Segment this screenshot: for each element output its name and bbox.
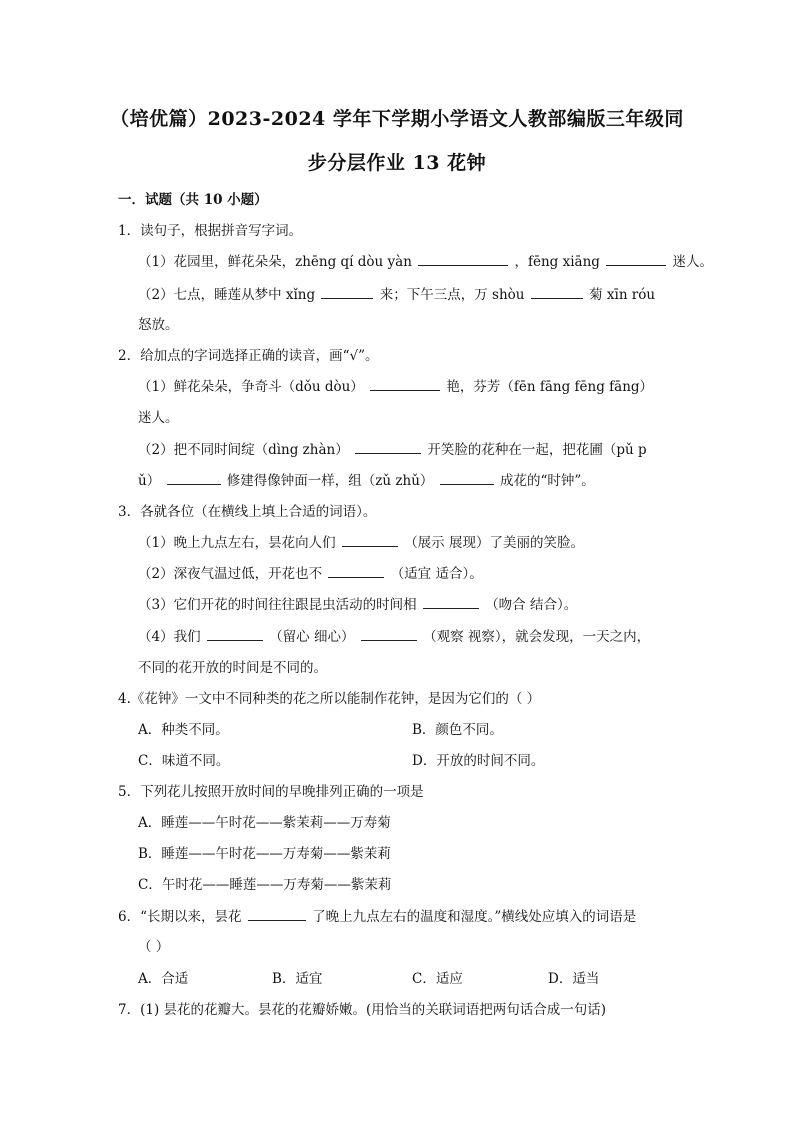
- question-1-text: （1）花园里，鲜花朵朵，zhēng qí dòu yàn: [138, 254, 412, 270]
- answer-blank[interactable]: [207, 626, 263, 641]
- question-3-item-3: [138, 593, 577, 613]
- question-3-item-2: [138, 562, 483, 582]
- question-3-text: （适宜 适合）。: [390, 566, 483, 582]
- question-2-stem: 2．给加点的字词选择正确的读音，画“√”。: [118, 348, 379, 364]
- question-3-item-4: [138, 625, 650, 645]
- question-1-sentence-1: [138, 250, 713, 270]
- question-1-text: 菊 xīn róu: [589, 287, 656, 303]
- question-2-sentence-1-cont: 迷人。: [138, 410, 179, 426]
- question-1-stem: 1．读句子，根据拼音写字词。: [118, 223, 303, 239]
- question-6-option-c[interactable]: C．适应: [412, 971, 463, 987]
- question-2-text: 艳，芬芳（fēn fāng fēng fāng）: [446, 379, 654, 395]
- question-1-text: 迷人。: [672, 254, 714, 270]
- question-3-text: （展示 展现）了美丽的笑脸。: [404, 535, 584, 551]
- answer-blank[interactable]: [248, 906, 306, 921]
- question-4-stem: 4.《花钟》一文中不同种类的花之所以能制作花钟，是因为它们的（ ）: [118, 691, 541, 707]
- question-2-sentence-1: [138, 375, 653, 395]
- question-3-text: （观察 视察），就会发现，一天之内，: [423, 629, 651, 645]
- question-3-text: （留心 细心）: [269, 629, 355, 645]
- question-6-stem: [118, 905, 636, 925]
- question-2-text: （1）鲜花朵朵，争奇斗（dǒu dòu）: [138, 379, 364, 395]
- question-7-stem: 7．(1) 昙花的花瓣大。昙花的花瓣娇嫩。(用恰当的关联词语把两句话合成一句话): [118, 1002, 607, 1018]
- question-3-item-1: [138, 531, 584, 551]
- question-5-option-a[interactable]: A．睡莲——午时花——紫茉莉——万寿菊: [138, 815, 391, 831]
- question-6-option-a[interactable]: A．合适: [138, 971, 189, 987]
- question-3-text: （吻合 结合）。: [485, 597, 578, 613]
- question-6-answer-paren: （ ）: [138, 939, 170, 955]
- question-3-text: （2）深夜气温过低，开花也不: [138, 566, 323, 582]
- question-4-option-b[interactable]: B．颜色不同。: [412, 722, 503, 738]
- question-1-text: （2）七点，睡莲从梦中 xǐng: [138, 287, 316, 303]
- question-4-option-c[interactable]: C．味道不同。: [138, 753, 230, 769]
- answer-blank[interactable]: [321, 284, 373, 299]
- question-6-text: 了晚上九点左右的温度和湿度。”横线处应填入的词语是: [312, 909, 637, 925]
- question-5-stem: 5．下列花儿按照开放时间的早晚排列正确的一项是: [118, 784, 424, 800]
- section-heading: 一．试题（共 10 小题）: [118, 192, 268, 208]
- question-2-text: ǔ）: [138, 473, 161, 489]
- answer-blank[interactable]: [531, 284, 583, 299]
- question-1-text: ，fēng xiāng: [514, 254, 600, 270]
- answer-blank[interactable]: [355, 439, 421, 454]
- question-4-option-a[interactable]: A．种类不同。: [138, 722, 229, 738]
- question-5-option-c[interactable]: C．午时花——睡莲——万寿菊——紫茉莉: [138, 877, 392, 893]
- answer-blank[interactable]: [361, 626, 417, 641]
- question-4-option-d[interactable]: D．开放的时间不同。: [412, 753, 545, 769]
- question-3-text: （3）它们开花的时间往往跟昆虫活动的时间相: [138, 597, 417, 613]
- question-3-text: （4）我们: [138, 629, 201, 645]
- question-6-option-d[interactable]: D．适当: [548, 971, 600, 987]
- question-3-text: （1）晚上九点左右，昙花向人们: [138, 535, 336, 551]
- question-2-text: 成花的“时钟”。: [500, 473, 595, 489]
- answer-blank[interactable]: [370, 376, 440, 391]
- question-2-text: （2）把不同时间绽（dìng zhàn）: [138, 442, 349, 458]
- question-1-sentence-2: [138, 283, 655, 303]
- question-6-text: 6．“长期以来，昙花: [118, 909, 242, 925]
- question-5-option-b[interactable]: B．睡莲——午时花——万寿菊——紫茉莉: [138, 846, 391, 862]
- question-1-sentence-2-cont: 怒放。: [138, 317, 179, 333]
- question-3-stem: 3．各就各位（在横线上填上合适的词语）。: [118, 504, 377, 520]
- question-2-text: 开笑脸的花种在一起，把花圃（pǔ p: [427, 442, 647, 458]
- answer-blank[interactable]: [440, 470, 494, 485]
- question-2-text: 修建得像钟面一样，组（zǔ zhǔ）: [226, 473, 434, 489]
- page-title-line-1: （培优篇）2023-2024 学年下学期小学语文人教部编版三年级同: [110, 108, 684, 130]
- question-2-sentence-2: [138, 438, 647, 458]
- answer-blank[interactable]: [418, 251, 508, 266]
- page-title-line-2: 步分层作业 13 花钟: [307, 152, 487, 174]
- answer-blank[interactable]: [328, 563, 384, 578]
- answer-blank[interactable]: [342, 532, 398, 547]
- answer-blank[interactable]: [167, 470, 221, 485]
- answer-blank[interactable]: [423, 594, 479, 609]
- question-1-text: 来；下午三点，万 shòu: [379, 287, 525, 303]
- question-2-sentence-2-cont: [138, 469, 595, 489]
- question-6-option-b[interactable]: B．适宜: [272, 971, 323, 987]
- question-3-item-4-cont: 不同的花开放的时间是不同的。: [138, 660, 327, 676]
- answer-blank[interactable]: [606, 251, 666, 266]
